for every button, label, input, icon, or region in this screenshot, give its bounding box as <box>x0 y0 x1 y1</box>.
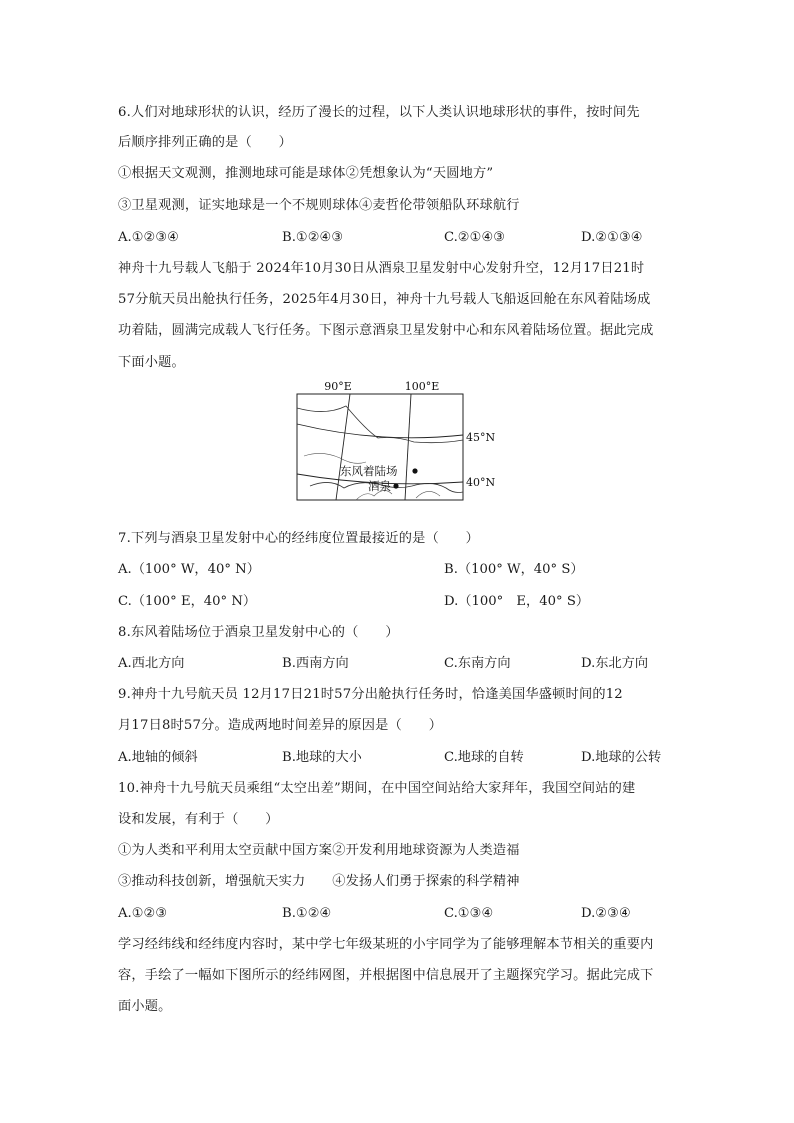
q7-option-c: C.（100° E，40° N） <box>118 594 257 609</box>
q7-stem: 7.下列与酒泉卫星发射中心的经纬度位置最接近的是（ ） <box>118 531 480 546</box>
location-map-svg <box>296 378 496 502</box>
lon-label-100e: 100°E <box>404 380 440 393</box>
q8-option-b: B.西南方向 <box>282 656 349 671</box>
passage1-line4: 下面小题。 <box>118 355 185 370</box>
q6-option-c: C.②①④③ <box>444 230 506 245</box>
jiuquan-point <box>393 483 398 488</box>
q9-option-a: A.地轴的倾斜 <box>118 750 198 765</box>
q6-option-a: A.①②③④ <box>118 230 180 245</box>
q10-option-d: D.②③④ <box>581 906 631 921</box>
q6-stem-line2: 后顺序排列正确的是（ ） <box>118 135 293 150</box>
dongfeng-label: 东风着陆场 <box>340 464 398 478</box>
lon-label-90e: 90°E <box>324 380 352 393</box>
passage2-line2: 容，手绘了一幅如下图所示的经纬网图，并根据图中信息展开了主题探究学习。据此完成下 <box>118 968 654 983</box>
q6-item-line2: ③卫星观测，证实地球是一个不规则球体④麦哲伦带领船队环球航行 <box>118 198 520 213</box>
q10-stem-line1: 10.神舟十九号航天员乘组“太空出差”期间，在中国空间站给大家拜年，我国空间站的建 <box>118 781 636 796</box>
q9-option-b: B.地球的大小 <box>282 750 362 765</box>
q10-item-line1: ①为人类和平利用太空贡献中国方案②开发利用地球资源为人类造福 <box>118 843 520 858</box>
q10-stem-line2: 设和发展，有利于（ ） <box>118 812 279 827</box>
q9-stem-line2: 月17日8时57分。造成两地时间差异的原因是（ ） <box>118 718 443 733</box>
q10-item-line2: ③推动科技创新，增强航天实力 ④发扬人们勇于探索的科学精神 <box>118 874 520 889</box>
dongfeng-point <box>412 468 417 473</box>
q7-option-a: A.（100° W，40° N） <box>118 562 260 577</box>
lat-label-40n: 40°N <box>466 476 496 489</box>
passage2-line3: 面小题。 <box>118 999 172 1014</box>
q7-option-b: B.（100° W，40° S） <box>444 562 584 577</box>
passage1-line1: 神舟十九号载人飞船于 2024年10月30日从酒泉卫星发射中心发射升空，12月17日21时 <box>118 261 645 276</box>
lat-label-45n: 45°N <box>466 431 496 444</box>
q9-option-d: D.地球的公转 <box>581 750 662 765</box>
passage1-line2: 57分航天员出舱执行任务，2025年4月30日，神舟十九号载人飞船返回舱在东风着陆场成 <box>118 292 651 307</box>
q9-stem-line1: 9.神舟十九号航天员 12月17日21时57分出舱执行任务时，恰逢美国华盛顿时间的12 <box>118 687 623 702</box>
location-map <box>296 378 496 502</box>
q6-option-b: B.①②④③ <box>282 230 344 245</box>
q7-option-d: D.（100° E，40° S） <box>444 594 590 609</box>
q9-option-c: C.地球的自转 <box>444 750 524 765</box>
q8-option-a: A.西北方向 <box>118 656 185 671</box>
q8-stem: 8.东风着陆场位于酒泉卫星发射中心的（ ） <box>118 625 399 640</box>
q8-option-d: D.东北方向 <box>581 656 649 671</box>
q6-option-d: D.②①③④ <box>581 230 643 245</box>
q8-option-c: C.东南方向 <box>444 656 511 671</box>
q10-option-c: C.①③④ <box>444 906 494 921</box>
passage2-line1: 学习经纬线和经纬度内容时，某中学七年级某班的小宇同学为了能够理解本节相关的重要内 <box>118 937 654 952</box>
q6-item-line1: ①根据天文观测，推测地球可能是球体②凭想象认为“天圆地方” <box>118 166 494 181</box>
q10-option-a: A.①②③ <box>118 906 168 921</box>
passage1-line3: 功着陆，圆满完成载人飞行任务。下图示意酒泉卫星发射中心和东风着陆场位置。据此完成 <box>118 323 654 338</box>
q6-stem-line1: 6.人们对地球形状的认识，经历了漫长的过程，以下人类认识地球形状的事件，按时间先 <box>118 105 640 120</box>
q10-option-b: B.①②④ <box>282 906 332 921</box>
jiuquan-label: 酒泉 <box>368 479 391 493</box>
